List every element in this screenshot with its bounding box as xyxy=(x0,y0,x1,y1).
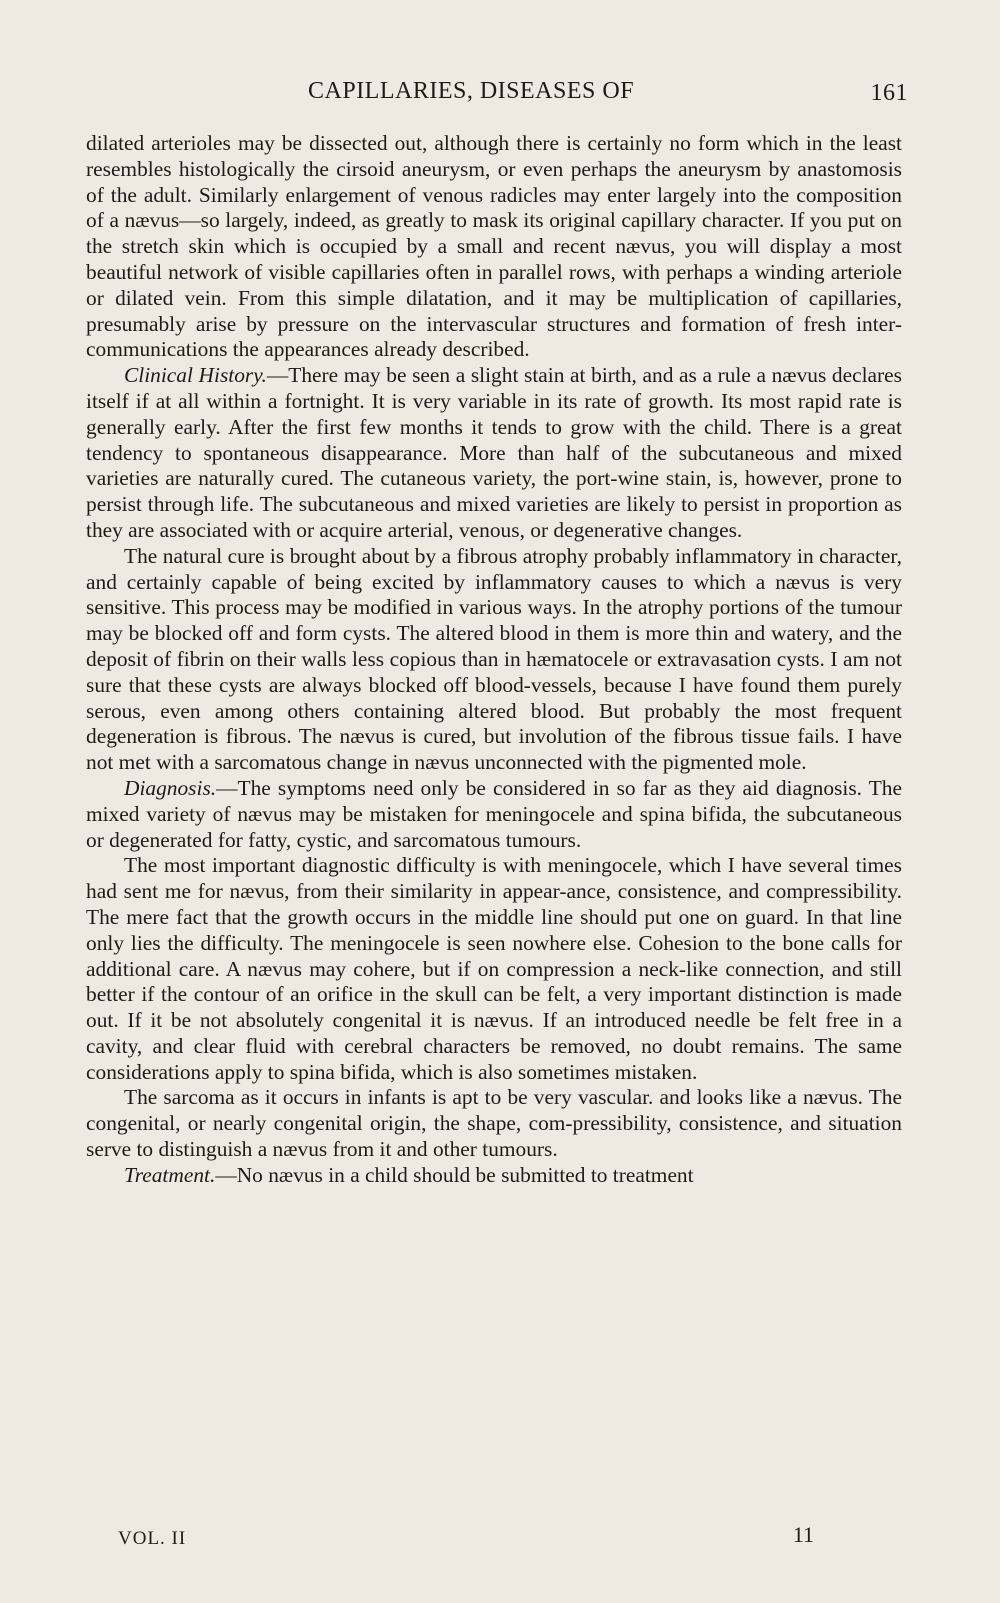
section-heading: Diagnosis. xyxy=(124,775,217,800)
paragraph xyxy=(86,363,902,544)
section-heading: Treatment. xyxy=(124,1162,216,1187)
paragraph-text: The most important diagnostic difficulty is with meningocele, which I have several times had sent me for nævus, from their similarity in appear-ance, consistence, and compressibility. The mere fact that the growth occurs in the middle line should put one on guard. In that line only lies the difficulty. The meningocele is seen nowhere else. Cohesion to the bone calls for additional care. A nævus may cohere, but if on compression a neck-like connection, and still better if the contour of an orifice in the skull can be felt, a very important distinction is made out. If it be not absolutely congenital it is nævus. If an introduced needle be felt free in a cavity, and clear fluid with cerebral characters be removed, no doubt remains. The same considerations apply to spina bifida, which is also sometimes mistaken. xyxy=(86,853,902,1084)
paragraph xyxy=(86,1085,902,1162)
paragraph xyxy=(86,1163,902,1189)
paragraph-text: —The symptoms need only be considered in so far as they aid diagnosis. The mixed variety of nævus may be mistaken for meningocele and spina bifida, the subcutaneous or degenerated for fatty, cystic, and sarcomatous tumours. xyxy=(86,775,902,852)
paragraph-text: The natural cure is brought about by a fibrous atrophy probably inflammatory in character, and certainly capable of being excited by inflammatory causes to which a nævus is very sensitive. This process may be modified in various ways. In the atrophy portions of the tumour may be blocked off and form cysts. The altered blood in them is more thin and watery, and the deposit of fibrin on their walls less copious than in hæmatocele or extravasation cysts. I am not sure that these cysts are always blocked off blood-vessels, because I have found them purely serous, even among others containing altered blood. But probably the most frequent degeneration is fibrous. The nævus is cured, but involution of the fibrous tissue fails. I have not met with a sarcomatous change in nævus unconnected with the pigmented mole. xyxy=(86,543,902,775)
section-heading: Clinical History. xyxy=(124,363,267,388)
paragraph xyxy=(86,776,902,853)
page-number: 161 xyxy=(870,80,908,106)
paragraph xyxy=(86,853,902,1085)
paragraph-text: —There may be seen a slight stain at birth, and as a rule a nævus declares itself if at all within a fortnight. It is very variable in its rate of growth. Its most rapid rate is generally early. After the first few months it tends to grow with the child. There is a great tendency to spontaneous disappearance. More than half of the subcutaneous and mixed varieties are naturally cured. The cutaneous variety, the port-wine stain, is, however, prone to persist through life. The subcutaneous and mixed varieties are likely to persist in proportion as they are associated with or acquire arterial, venous, or degenerative changes. xyxy=(86,363,902,542)
body-text xyxy=(86,131,902,1189)
paragraph xyxy=(86,131,902,363)
paragraph xyxy=(86,544,902,776)
signature-mark: 11 xyxy=(792,1522,814,1547)
paragraph-text: The sarcoma as it occurs in infants is apt to be very vascular. and looks like a nævus. The congenital, or nearly congenital origin, the shape, com-pressibility, consistence, and situation serve to distinguish a nævus from it and other tumours. xyxy=(86,1085,902,1162)
running-title: CAPILLARIES, DISEASES OF xyxy=(308,78,635,104)
paragraph-text: dilated arterioles may be dissected out, although there is certainly no form which in the least resembles histologically the cirsoid aneurysm, or even perhaps the aneurysm by anastomosis of the adult. Similarly enlargement of venous radicles may enter largely into the composition of a nævus—so largely, indeed, as greatly to mask its original capillary character. If you put on the stretch skin which is occupied by a small and recent nævus, you will display a most beautiful network of visible capillaries often in parallel rows, with perhaps a winding arteriole or dilated vein. From this simple dilatation, and it may be multiplication of capillaries, presumably arise by pressure on the intervascular structures and formation of fresh inter-communications the appearances already described. xyxy=(86,131,902,362)
volume-label: VOL. II xyxy=(118,1528,187,1549)
paragraph-text: —No nævus in a child should be submitted to treatment xyxy=(215,1162,694,1187)
